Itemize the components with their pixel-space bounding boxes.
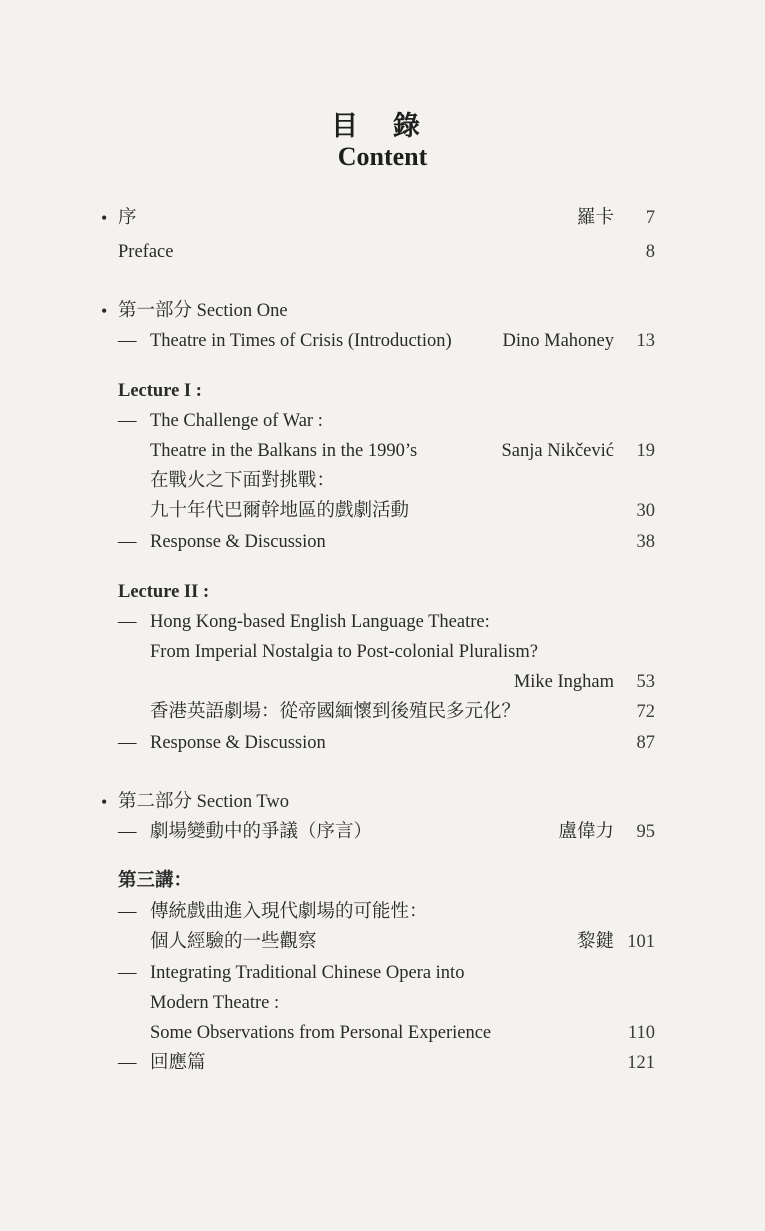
entry-title: 劇場變動中的爭議（序言） — [150, 822, 373, 842]
entry-title: From Imperial Nostalgia to Post-colonial Pluralism? — [150, 642, 538, 662]
entry-author: 羅卡 — [576, 208, 614, 228]
entry-author: Mike Ingham — [513, 672, 614, 692]
toc-entry — [0, 607, 765, 637]
entry-title: 第一部分 Section One — [118, 301, 288, 321]
entry-page-number: 121 — [627, 1053, 655, 1073]
dash-marker: — — [118, 733, 137, 753]
toc-section-one — [0, 296, 765, 326]
entry-title: 序 — [118, 208, 137, 228]
entry-author: 黎鍵 — [576, 932, 614, 952]
entry-title: 香港英語劇場：從帝國緬懷到後殖民多元化？ — [150, 702, 521, 722]
toc-entry — [0, 667, 765, 697]
dash-marker: — — [118, 612, 137, 632]
toc-entry — [0, 637, 765, 667]
entry-page-number: 13 — [636, 331, 655, 351]
bullet-icon: • — [101, 208, 108, 228]
entry-page-number: 101 — [627, 932, 655, 952]
toc-title-chinese: 目 錄 — [331, 111, 434, 141]
entry-page-number: 30 — [636, 501, 655, 521]
toc-entry — [0, 1048, 765, 1078]
toc-lecture-heading — [0, 376, 765, 406]
dash-marker: — — [118, 902, 137, 922]
toc-lecture-heading — [0, 577, 765, 607]
dash-marker: — — [118, 1053, 137, 1073]
toc-entry — [0, 527, 765, 557]
toc-entry-preface-zh — [0, 203, 765, 233]
entry-title: 回應篇 — [150, 1053, 206, 1073]
toc-entry — [0, 466, 765, 496]
entry-title: Lecture I : — [118, 381, 202, 401]
toc-entry-introduction — [0, 326, 765, 356]
toc-section-two — [0, 787, 765, 817]
toc-entry — [0, 897, 765, 927]
entry-title: The Challenge of War : — [150, 411, 323, 431]
bullet-icon: • — [101, 301, 108, 321]
entry-title: Theatre in the Balkans in the 1990’s — [150, 441, 418, 461]
entry-page-number: 53 — [636, 672, 655, 692]
toc-entry-preface-en — [0, 237, 765, 267]
entry-title: Integrating Traditional Chinese Opera into — [150, 963, 465, 983]
toc-entry — [0, 958, 765, 988]
toc-title-english: Content — [337, 142, 428, 171]
entry-page-number: 19 — [636, 441, 655, 461]
toc-entry — [0, 436, 765, 466]
entry-title: 九十年代巴爾幹地區的戲劇活動 — [150, 501, 410, 521]
entry-page-number: 72 — [636, 702, 655, 722]
entry-title: Response & Discussion — [150, 532, 326, 552]
dash-marker: — — [118, 532, 137, 552]
dash-marker: — — [118, 822, 137, 842]
entry-page-number: 38 — [636, 532, 655, 552]
entry-page-number: 7 — [645, 208, 655, 228]
entry-title: 第三講： — [118, 871, 193, 891]
entry-title: 個人經驗的一些觀察 — [150, 932, 317, 952]
entry-title: Preface — [118, 242, 174, 262]
toc-entry — [0, 1018, 765, 1048]
toc-entry — [0, 728, 765, 758]
entry-page-number: 110 — [627, 1023, 655, 1043]
entry-author: Sanja Nikčević — [501, 441, 614, 461]
entry-page-number: 87 — [636, 733, 655, 753]
entry-title: 在戰火之下面對挑戰： — [150, 471, 336, 491]
entry-title: Lecture II : — [118, 582, 210, 602]
toc-lecture-heading — [0, 866, 765, 896]
dash-marker: — — [118, 963, 137, 983]
entry-title: Hong Kong-based English Language Theatre: — [150, 612, 490, 632]
entry-title: Theatre in Times of Crisis (Introduction) — [150, 331, 452, 351]
toc-entry — [0, 817, 765, 847]
toc-entry — [0, 496, 765, 526]
entry-author: Dino Mahoney — [502, 331, 614, 351]
bullet-icon: • — [101, 792, 108, 812]
entry-title: Modern Theatre : — [150, 993, 280, 1013]
dash-marker: — — [118, 411, 137, 431]
toc-entry — [0, 927, 765, 957]
entry-title: 傳統戲曲進入現代劇場的可能性： — [150, 902, 428, 922]
toc-entry — [0, 988, 765, 1018]
entry-page-number: 95 — [636, 822, 655, 842]
entry-author: 盧偉力 — [558, 822, 614, 842]
toc-entry — [0, 406, 765, 436]
entry-title: 第二部分 Section Two — [118, 792, 290, 812]
toc-entry — [0, 697, 765, 727]
entry-title: Response & Discussion — [150, 733, 326, 753]
dash-marker: — — [118, 331, 137, 351]
entry-page-number: 8 — [645, 242, 655, 262]
entry-title: Some Observations from Personal Experience — [150, 1023, 492, 1043]
